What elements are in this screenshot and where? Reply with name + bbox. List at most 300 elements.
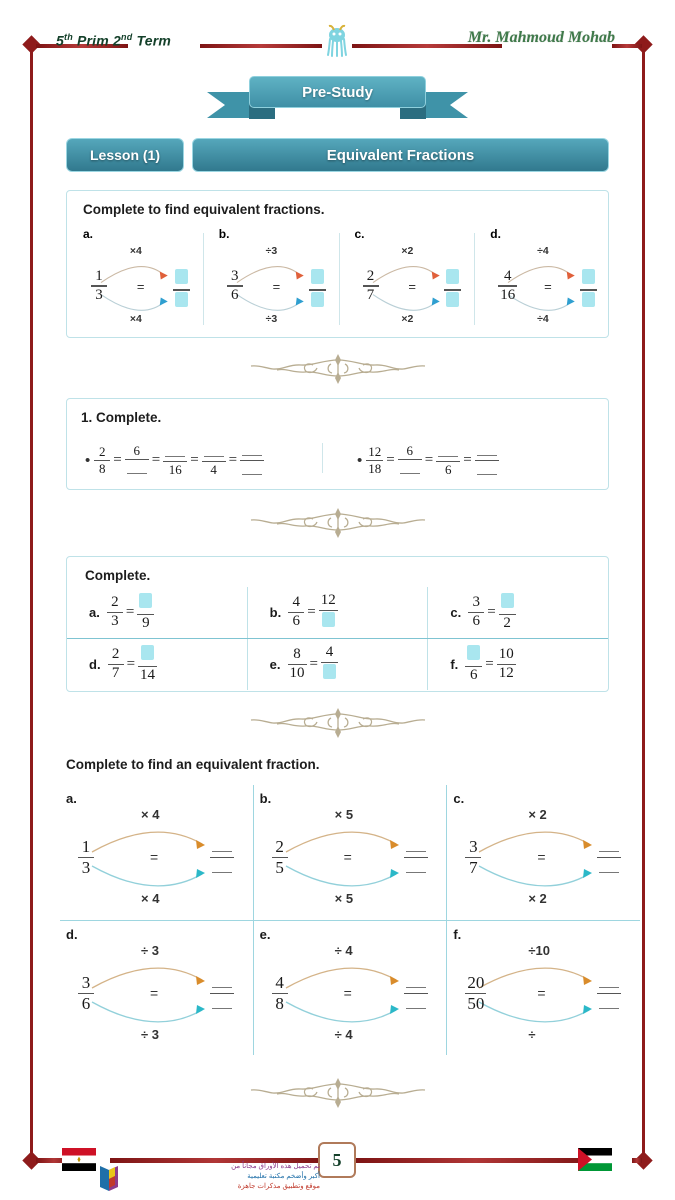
section3-heading: Complete. <box>85 568 151 583</box>
equals-sign: = <box>150 849 159 865</box>
equals-sign: = <box>408 278 416 294</box>
diagram-area <box>451 939 633 1049</box>
bottom-operation: ÷3 <box>265 313 278 326</box>
left-chain-equals-0: = <box>113 451 122 468</box>
top-operation: ÷3 <box>265 244 278 257</box>
footer-rule-mid-2 <box>355 1158 595 1163</box>
left-chain-step2-numerator-blank[interactable] <box>204 444 224 457</box>
left-chain-equals-1: = <box>151 451 161 468</box>
palestine-flag-svg <box>578 1148 612 1171</box>
right-denominator: 9 <box>142 615 150 632</box>
equals-sign: = <box>343 985 352 1001</box>
answer-numerator-answer-box[interactable] <box>582 269 595 284</box>
fraction <box>404 974 428 1013</box>
numerator: 1 <box>95 267 103 284</box>
fraction <box>309 269 326 312</box>
numerator: 3 <box>81 973 91 992</box>
right-fraction-answer <box>597 838 621 877</box>
answer-denominator-blank[interactable] <box>599 860 619 873</box>
denominator: 50 <box>467 994 485 1014</box>
answer-denominator-blank[interactable] <box>212 860 232 873</box>
denominator: 5 <box>275 858 284 878</box>
section2-right-chain <box>357 443 499 478</box>
footer-credit-text <box>120 1162 320 1192</box>
numerator: 2 <box>366 267 375 284</box>
squid-mascot-icon <box>322 24 352 58</box>
fraction <box>210 974 234 1013</box>
answer-numerator-blank[interactable] <box>406 975 426 988</box>
item-letter: b. <box>259 791 272 806</box>
ornament-svg-1 <box>243 352 433 386</box>
denominator: 7 <box>366 286 375 303</box>
answer-denominator-answer-box[interactable] <box>311 292 324 307</box>
left-fraction <box>498 269 517 304</box>
diagram-area <box>217 244 337 326</box>
fraction <box>444 269 461 312</box>
answer-numerator-answer-box[interactable] <box>446 269 459 284</box>
ribbon-banner <box>249 76 426 108</box>
bottom-operation: ÷ 3 <box>141 1027 159 1043</box>
left-denominator: 6 <box>470 667 478 684</box>
answer-numerator-answer-box[interactable] <box>311 269 324 284</box>
item-letter: a. <box>66 791 77 806</box>
equals-sign: = <box>126 656 136 672</box>
left-chain-step1-denominator: 16 <box>168 462 182 478</box>
answer-denominator-blank[interactable] <box>406 860 426 873</box>
fraction <box>288 647 307 682</box>
left-chain-step2-denominator: 4 <box>210 462 217 478</box>
left-fraction <box>272 838 288 877</box>
fraction <box>465 645 482 684</box>
item-letter: d. <box>66 927 78 942</box>
fraction <box>107 595 123 630</box>
top-operation: ×4 <box>129 244 142 257</box>
egypt-flag-svg <box>62 1148 96 1171</box>
bottom-operation: × 2 <box>528 891 547 907</box>
equals-sign: = <box>125 604 135 620</box>
left-chain-bullet: • <box>85 451 91 469</box>
palestine-flag-icon <box>578 1148 612 1171</box>
equals-sign: = <box>343 849 352 865</box>
header-rule-right <box>612 44 642 48</box>
diagram-area <box>81 244 201 326</box>
left-denominator: 3 <box>111 613 119 630</box>
section3-cell-a <box>67 587 247 638</box>
right-numerator: 10 <box>498 646 514 662</box>
section3-row <box>67 638 608 690</box>
answer-numerator-blank[interactable] <box>599 975 619 988</box>
fraction <box>125 444 149 477</box>
right-fraction-answer <box>210 838 234 877</box>
numerator: 1 <box>81 837 91 856</box>
fraction <box>272 838 288 877</box>
ornament-svg-4 <box>243 1076 433 1110</box>
top-operation: ×2 <box>401 244 414 257</box>
fraction <box>597 838 621 877</box>
equals-sign: = <box>544 278 552 294</box>
fraction <box>321 645 338 684</box>
fraction-bar <box>125 459 149 461</box>
section3-cell-c <box>427 587 608 638</box>
right-fraction-answer <box>444 269 461 312</box>
term-end: Term <box>132 32 172 49</box>
denominator: 6 <box>81 994 91 1014</box>
numerator: 2 <box>275 837 284 856</box>
right-numerator: 12 <box>320 592 336 608</box>
bottom-operation: × 5 <box>334 891 354 907</box>
fraction <box>138 645 157 684</box>
right-chain-equals-1: = <box>424 451 434 468</box>
section3-box <box>66 556 609 692</box>
fraction-bar <box>597 857 621 859</box>
fraction-bar <box>444 289 461 291</box>
fraction-bar <box>240 460 264 462</box>
item-letter: e. <box>259 927 271 942</box>
answer-numerator-blank[interactable] <box>212 975 232 988</box>
diagram-area <box>258 803 440 913</box>
section1-item-d <box>482 227 610 331</box>
item-letter: c. <box>453 791 465 806</box>
item-letter: c. <box>450 605 462 620</box>
fraction-bar <box>475 460 499 462</box>
item-letter: f. <box>453 927 462 942</box>
ornament-svg-3 <box>243 706 433 740</box>
section4-item-f <box>446 921 640 1055</box>
numerator: 3 <box>469 837 478 856</box>
bottom-operation: × 4 <box>141 891 160 907</box>
answer-denominator-blank[interactable] <box>599 996 619 1009</box>
fraction-bar <box>173 289 190 291</box>
left-chain-step0-denominator-blank[interactable] <box>127 461 147 474</box>
numerator: 20 <box>467 973 485 992</box>
section4-arrow-grid <box>60 785 640 1055</box>
right-denominator: 12 <box>498 665 514 682</box>
footer-rule-right <box>632 1158 642 1163</box>
right-chain-step1-denominator: 6 <box>444 462 452 478</box>
answer-denominator-answer-box[interactable] <box>446 292 459 307</box>
denominator: 16 <box>500 286 516 303</box>
denominator: 8 <box>275 994 284 1014</box>
ornament-divider-1 <box>0 352 675 386</box>
right-fraction-answer <box>404 838 428 877</box>
fraction-bar <box>309 289 326 291</box>
credit-line-1: تم تحميل هذه الأوراق مجاناً من <box>231 1163 320 1170</box>
top-operation: × 2 <box>528 806 547 822</box>
top-operation: × 5 <box>334 806 354 822</box>
section3-grid <box>67 587 608 690</box>
fraction <box>319 593 338 632</box>
fraction <box>202 444 226 477</box>
left-numerator: 4 <box>292 594 300 610</box>
item-letter: b. <box>218 227 230 241</box>
equals-sign: = <box>485 656 494 672</box>
bottom-operation: ×4 <box>129 313 142 326</box>
fraction <box>498 269 517 304</box>
book-logo-icon <box>98 1163 120 1193</box>
right-numerator-answer-box[interactable] <box>139 593 152 608</box>
fraction <box>580 269 597 312</box>
fraction <box>436 444 460 477</box>
section2-divider <box>322 443 323 473</box>
right-denominator-answer-box[interactable] <box>323 664 336 679</box>
left-numerator: 8 <box>293 646 301 662</box>
section4-item-b <box>253 785 447 920</box>
lesson-number-badge[interactable] <box>66 138 184 172</box>
section3-cell-d <box>67 639 247 690</box>
section1-item-c <box>347 227 475 331</box>
equals-sign: = <box>136 278 145 294</box>
term-sup2: nd <box>121 32 133 42</box>
ornament-divider-3 <box>0 706 675 740</box>
right-numerator-answer-box[interactable] <box>141 645 154 660</box>
section1-separator <box>203 233 204 325</box>
section4-item-c <box>446 785 640 920</box>
answer-denominator-answer-box[interactable] <box>175 292 188 307</box>
fraction-bar <box>210 993 234 995</box>
section4-heading: Complete to find an equivalent fraction. <box>66 757 320 772</box>
left-fraction <box>465 838 481 877</box>
fraction <box>137 593 154 632</box>
ribbon-title: Pre-Study <box>302 83 373 101</box>
page-number: 5 <box>332 1149 342 1170</box>
numerator: 4 <box>275 973 284 992</box>
section4-row <box>60 920 640 1055</box>
egypt-flag-icon <box>62 1148 96 1171</box>
equals-sign: = <box>309 656 318 672</box>
fraction <box>497 647 516 682</box>
left-chain-step3-denominator-blank[interactable] <box>242 462 262 475</box>
left-numerator: 3 <box>472 594 480 610</box>
fraction <box>398 444 422 477</box>
lesson-title-label: Equivalent Fractions <box>326 146 475 164</box>
lesson-title-bar <box>192 138 609 172</box>
fraction <box>363 269 379 304</box>
right-numerator: 4 <box>325 644 334 660</box>
left-chain-start-numerator: 2 <box>99 444 106 459</box>
fraction-bar <box>597 993 621 995</box>
top-operation: ÷4 <box>537 244 549 257</box>
fraction <box>227 269 243 304</box>
bottom-operation: ÷ <box>528 1027 536 1043</box>
fraction <box>468 595 484 630</box>
right-fraction-answer <box>597 974 621 1013</box>
squid-mascot-svg <box>322 24 352 58</box>
fraction <box>272 974 288 1013</box>
fraction-bar <box>321 662 338 664</box>
diagram-area <box>64 803 246 913</box>
bottom-operation: ÷4 <box>537 313 549 326</box>
denominator: 6 <box>231 286 239 303</box>
item-letter: e. <box>269 657 281 672</box>
fraction <box>465 974 486 1013</box>
answer-numerator-blank[interactable] <box>212 839 232 852</box>
top-operation: ÷ 3 <box>141 942 159 958</box>
section1-item-a <box>75 227 203 331</box>
left-denominator: 7 <box>111 665 120 682</box>
denominator: 3 <box>95 286 103 303</box>
item-letter: c. <box>354 227 365 241</box>
equals-sign: = <box>537 849 546 865</box>
lesson-number-label: Lesson (1) <box>89 147 160 163</box>
right-chain-bullet: • <box>357 451 363 469</box>
fraction-bar <box>580 289 597 291</box>
left-numerator-answer-box[interactable] <box>467 645 480 660</box>
fraction <box>108 647 124 682</box>
left-fraction <box>272 974 288 1013</box>
right-chain-step0-denominator-blank[interactable] <box>400 461 420 474</box>
right-chain-step2-numerator-blank[interactable] <box>477 443 497 456</box>
header-rule-mid-1 <box>200 44 322 48</box>
equals-sign: = <box>272 278 281 294</box>
answer-denominator-blank[interactable] <box>212 996 232 1009</box>
answer-denominator-blank[interactable] <box>406 996 426 1009</box>
fraction <box>288 595 304 630</box>
diagram-area <box>353 244 473 326</box>
fraction-bar <box>404 993 428 995</box>
section2-box <box>66 398 609 490</box>
section4-item-a <box>60 785 253 920</box>
answer-denominator-answer-box[interactable] <box>582 292 595 307</box>
book-logo-svg <box>98 1163 120 1193</box>
right-chain-step1-numerator-blank[interactable] <box>438 444 458 457</box>
section4-item-d <box>60 921 253 1055</box>
fraction-bar <box>319 610 338 612</box>
right-fraction-answer <box>309 269 326 312</box>
bottom-operation: ÷ 4 <box>334 1027 353 1043</box>
left-fraction <box>78 974 94 1013</box>
right-chain-start-denominator: 18 <box>368 461 382 477</box>
left-denominator: 10 <box>289 665 305 682</box>
numerator: 3 <box>231 267 239 284</box>
top-operation: ÷ 4 <box>334 942 353 958</box>
left-fraction <box>227 269 243 304</box>
left-denominator: 6 <box>292 613 300 630</box>
denominator: 7 <box>469 858 478 878</box>
section1-item-b <box>211 227 339 331</box>
item-letter: f. <box>450 657 459 672</box>
term-num: 5 <box>56 32 64 49</box>
section4-row <box>60 785 640 920</box>
fraction <box>465 838 481 877</box>
right-denominator-answer-box[interactable] <box>322 612 335 627</box>
section2-left-chain <box>85 443 264 478</box>
left-chain-step0-numerator: 6 <box>133 443 140 458</box>
section1-heading: Complete to find equivalent fractions. <box>83 202 325 217</box>
left-fraction <box>363 269 379 304</box>
fraction <box>163 444 187 477</box>
left-fraction <box>91 269 107 304</box>
ornament-svg-2 <box>243 506 433 540</box>
right-fraction-answer <box>173 269 190 312</box>
denominator: 3 <box>81 858 91 878</box>
section2-heading: 1. Complete. <box>81 410 162 425</box>
right-chain-equals-2: = <box>463 451 472 468</box>
fraction <box>499 593 516 632</box>
fraction <box>78 838 94 877</box>
term-mid: Prim 2 <box>72 32 121 49</box>
answer-numerator-answer-box[interactable] <box>175 269 188 284</box>
right-chain-equals-0: = <box>386 451 395 468</box>
fraction <box>91 269 107 304</box>
diagram-area <box>258 939 440 1049</box>
ornament-divider-4 <box>0 1076 675 1110</box>
section3-row <box>67 587 608 638</box>
top-operation: ÷10 <box>528 942 550 958</box>
section3-cell-e <box>247 639 428 690</box>
term-sup: th <box>64 32 73 42</box>
equals-sign: = <box>537 985 546 1001</box>
diagram-area <box>451 803 633 913</box>
section3-cell-b <box>247 587 428 638</box>
credit-line-3: موقع وتطبيق مذكرات جاهزة <box>237 1183 320 1191</box>
numerator: 4 <box>504 267 512 284</box>
fraction <box>210 838 234 877</box>
lesson-header-row <box>66 138 609 172</box>
pre-study-ribbon <box>205 72 470 124</box>
right-denominator: 14 <box>140 667 156 684</box>
left-denominator: 6 <box>472 613 480 630</box>
fraction-bar <box>404 857 428 859</box>
left-fraction <box>78 838 94 877</box>
answer-numerator-blank[interactable] <box>599 839 619 852</box>
right-chain-step0-numerator: 6 <box>406 443 413 458</box>
fraction <box>240 443 264 478</box>
left-chain-step3-numerator-blank[interactable] <box>242 443 262 456</box>
section3-cell-f <box>427 639 608 690</box>
left-chain-equals-2: = <box>190 451 199 468</box>
right-denominator: 2 <box>503 615 511 632</box>
equals-sign: = <box>487 604 496 620</box>
right-chain-step2-denominator-blank[interactable] <box>477 462 497 475</box>
section1-separator <box>474 233 475 325</box>
right-numerator-answer-box[interactable] <box>501 593 514 608</box>
equals-sign: = <box>150 985 159 1001</box>
left-chain-step1-numerator-blank[interactable] <box>165 444 185 457</box>
fraction-bar <box>398 459 422 461</box>
credit-line-2: أكبر وأضخم مكتبة تعليمية <box>247 1173 320 1181</box>
page-number-box <box>318 1142 356 1178</box>
answer-numerator-blank[interactable] <box>406 839 426 852</box>
fraction-bar <box>210 857 234 859</box>
top-operation: × 4 <box>141 806 160 822</box>
item-letter: a. <box>83 227 94 241</box>
right-chain-start-numerator: 12 <box>368 444 382 459</box>
section1-separator <box>339 233 340 325</box>
left-numerator: 2 <box>111 646 120 662</box>
left-chain-equals-3: = <box>228 451 238 468</box>
fraction <box>173 269 190 312</box>
fraction <box>78 974 94 1013</box>
section4-item-e <box>253 921 447 1055</box>
diagram-area <box>488 244 608 326</box>
bottom-operation: ×2 <box>401 313 414 326</box>
grade-term-label <box>56 32 171 49</box>
fraction <box>597 974 621 1013</box>
equals-sign: = <box>307 604 316 620</box>
item-letter: d. <box>89 657 101 672</box>
teacher-name: Mr. Mahmoud Mohab <box>467 29 615 46</box>
right-fraction-answer <box>210 974 234 1013</box>
diagram-area <box>64 939 246 1049</box>
item-letter: a. <box>89 605 100 620</box>
fraction <box>404 838 428 877</box>
item-letter: d. <box>490 227 501 241</box>
fraction <box>94 445 110 476</box>
right-fraction-answer <box>404 974 428 1013</box>
fraction <box>475 443 499 478</box>
ornament-divider-2 <box>0 506 675 540</box>
fraction <box>366 445 383 476</box>
